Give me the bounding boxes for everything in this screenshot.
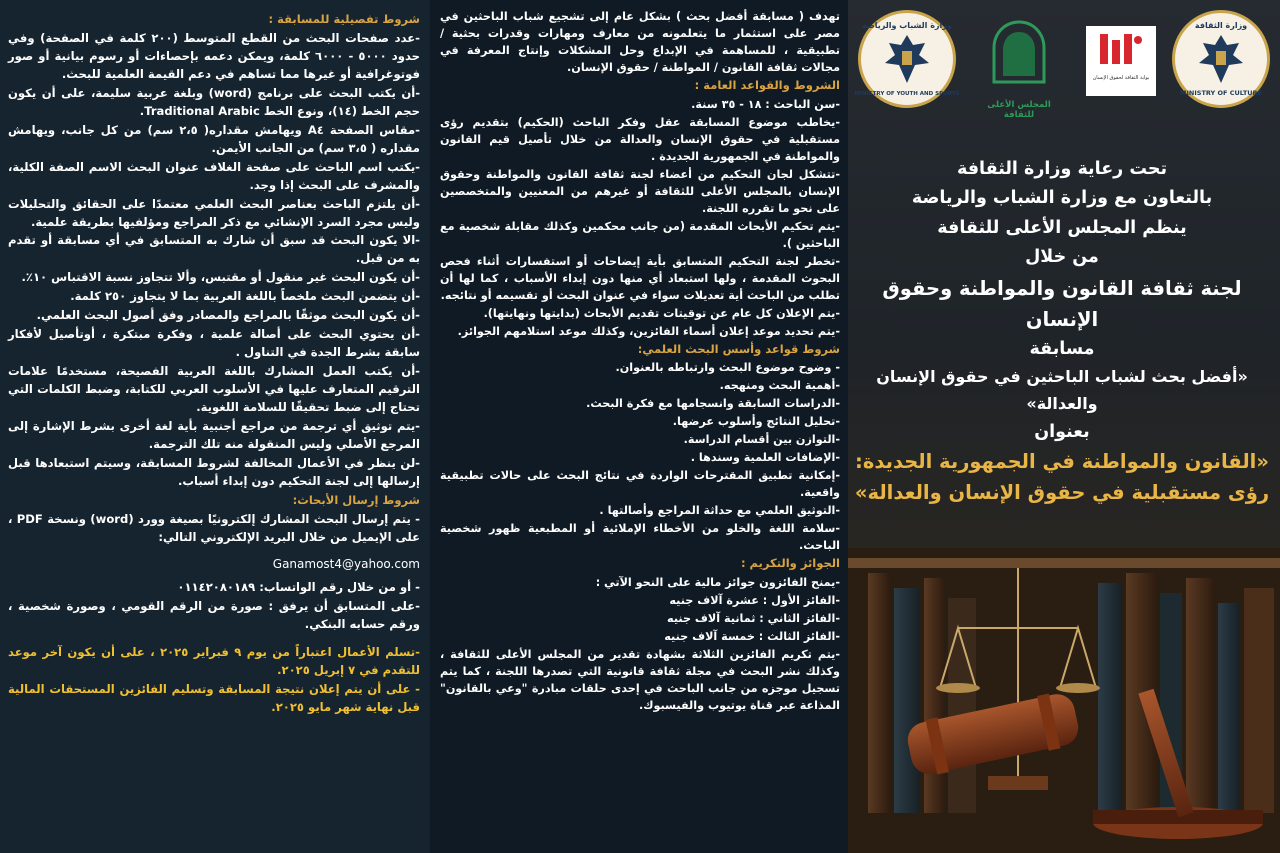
youth-english-label: MINISTRY OF YOUTH AND SPORTS — [854, 91, 960, 97]
sending-item: - يتم إرسال البحث المشارك إلكترونيًا بصيغة وورد (word) ونسخة PDF ، على الإيميل من خلال البريد الإلكتروني التالي: — [8, 511, 420, 544]
deadline-item: -تسلم الأعمال اعتباراً من يوم ٩ فبراير ٢٠٢٥ ، على أن يكون آخر موعد للتقدم في ٧ إبريل ٢٠٢٥. — [8, 645, 420, 678]
general-rule-item: -يتم تحديد موعد إعلان أسماء الفائزين، وكذلك موعد استلامهم الجوائز. — [457, 324, 840, 338]
culture-arabic-label: وزارة الثقافة — [1194, 21, 1248, 30]
human-rights-portal-logo — [1086, 26, 1156, 96]
prize-item: -الفائز الثالث : خمسة آلاف جنيه — [664, 629, 840, 643]
general-rule-item: -سن الباحث : ١٨ - ٣٥ سنة. — [691, 97, 840, 111]
detail-item: -أن يكتب العمل المشارك باللغة العربية الفصيحة، مستخدمًا علامات الترقيم المتعارف عليها في الأسلوب العربي للكتابة، وضبط الكلمات التي تحتاج إلى ضبط تحقيقًا للسلامة اللغوية. — [8, 364, 420, 415]
detail-item: -أن يلتزم الباحث بعناصر البحث العلمي معتمدًا على الحقائق والتحليلات وليس مجرد السرد الإنشائي مع ذكر المراجع ومؤلفيها بطريقة علمية. — [8, 196, 420, 229]
general-rule-item: -تتشكل لجان التحكيم من أعضاء لجنة ثقافة القانون والمواطنة وحقوق الإنسان بالمجلس الأعلى للثقافة أو غيرهم من المعنيين والمتخصصين على نحو ما تقرره اللجنة. — [440, 167, 840, 215]
scientific-rule-item: -سلامة اللغة والخلو من الأخطاء الإملائية أو المطبعية ظهور شخصية الباحث. — [440, 522, 840, 553]
prize-item: -يتم تكريم الفائزين الثلاثة بشهادة تقدير من المجلس الأعلى للثقافة ، وكذلك نشر البحث في مجلة ثقافة قانونية التي تصدرها اللجنة ، كما يتم تسجيل موجزه من جانب الباحث في إحدى حلقات مبادرة "وعي بالقانون" المذاعة عبر قناة يوتيوب والفيسبوك. — [440, 647, 840, 712]
council-arch-icon — [976, 18, 1062, 96]
banner-line: مسابقة — [1029, 338, 1095, 359]
prizes-heading: الجوائز والتكريم : — [740, 556, 840, 571]
contact-item: -على المتسابق أن يرفق : صورة من الرقم القومي ، وصورة شخصية ، ورقم حسابه البنكي. — [8, 599, 420, 632]
eagle-emblem-icon — [877, 29, 937, 89]
eagle-emblem-icon — [1191, 29, 1251, 89]
portal-caption: بوابة الثقافة لحقوق الإنسان — [1092, 75, 1150, 81]
banner-line: بالتعاون مع وزارة الشباب والرياضة — [911, 188, 1213, 209]
competition-name: «أفضل بحث لشباب الباحثين في حقوق الإنسان والعدالة» — [876, 367, 1248, 414]
detail-item: -عدد صفحات البحث من القطع المتوسط (٢٠٠ كلمة في الصفحة) وفي حدود ٥٠٠٠ - ٦٠٠٠ كلمة، ويمكن دعمه بإحصاءات أو رسوم بيانية أو صور فوتوغرافية أو غيرها مما تساهم في دعم القيمة العلمية للبحث. — [8, 30, 420, 81]
scientific-rules-heading: شروط قواعد وأسس البحث العلمي: — [637, 341, 840, 356]
general-rule-item: -يتم تحكيم الأبحاث المقدمة (من جانب محكمين وكذلك مقابلة شخصية مع الباحثين ). — [440, 219, 840, 250]
prize-item: -يمنح الفائزون جوائز مالية على النحو الآتي : — [595, 575, 840, 589]
poster-panel — [848, 0, 1280, 853]
scientific-rule-item: -تحليل النتائج وأسلوب عرضها. — [672, 415, 840, 429]
submission-email[interactable]: Ganamost4@yahoo.com — [272, 556, 420, 571]
general-rule-item: -تخطر لجنة التحكيم المتسابق بأية إيضاحات أو استفسارات أثناء فحص البحوث المقدمة ، ولها استبعاد أي منها دون إبداء الأسباب ، كما لها أن تطلب من الباحث أية تعديلات سواء في عنوان البحث أو تقسيمه أو نتائجه. — [440, 254, 840, 302]
scientific-rule-item: -إمكانية تطبيق المقترحات الواردة في نتائج البحث على حالات تطبيقية واقعية. — [440, 469, 840, 500]
culture-english-label: MINISTRY OF CULTURE — [1180, 89, 1262, 97]
detail-item: -الا يكون البحث قد سبق أن شارك به المتسابق في أي مسابقة أو تقدم به من قبل. — [8, 233, 420, 266]
detail-item: -أن يحتوي البحث على أصالة علمية ، وفكرة مبتكرة ، أوتأصيل لأفكار سابقة بشرط الجدة في التناول . — [8, 327, 420, 360]
youth-arabic-label: وزارة الشباب والرياضة — [862, 21, 952, 30]
ministry-of-youth-logo — [854, 10, 960, 108]
detail-item: -أن يكون البحث غير منقول أو مقتبس، وألا تتجاوز نسبة الاقتباس ١٠٪. — [21, 270, 420, 285]
detail-item: -مقاس الصفحة A٤ ويهامش مقداره( ٢،٥ سم) من كل جانب، ويهامش مقداره ( ٣،٥ سم) من الجانب الأيمن. — [8, 122, 420, 155]
sending-conditions-heading: شروط إرسال الأبحاث: — [292, 493, 420, 508]
gavel-illustration — [848, 548, 1280, 853]
scientific-rule-item: -التوازن بين أقسام الدراسة. — [683, 433, 840, 447]
intro-paragraph: تهدف ( مسابقة أفضل بحث ) بشكل عام إلى تشجيع شباب الباحثين في مصر على استثمار ما يتعلمونه من معارف ومهارات وقدرات بحثية / تطبيقية ، للمساهمة في الإبداع وحل المشكلات وإنتاج المعرفة في مجالات ثقافة القانون / المواطنة / حقوق الإنسان. — [440, 10, 840, 75]
general-rules-heading: الشروط والقواعد العامة : — [694, 78, 840, 93]
supreme-council-logo — [976, 18, 1062, 120]
banner-line: ينظم المجلس الأعلى للثقافة — [937, 217, 1187, 238]
banner-line: من خلال — [1025, 247, 1099, 268]
announcement-banner — [854, 155, 1270, 508]
logo-strip — [848, 10, 1280, 120]
prize-item: -الفائز الأول : عشرة آلاف جنيه — [669, 593, 840, 607]
detail-item: -أن يكون البحث موثقًا بالمراجع والمصادر وفق أصول البحث العلمي. — [36, 308, 420, 323]
detail-item: -يتم توثيق أي ترجمة من مراجع أجنبية بأية لغة أخرى بشرط الإشارة إلى المرجع الأصلي وليس المنقولة منه تلك الترجمة. — [8, 419, 420, 452]
detail-item: -يكتب اسم الباحث على صفحة الغلاف عنوان البحث الاسم الصفة الكلية، والمشرف على البحث إذا وجد. — [8, 159, 420, 192]
scientific-rule-item: -الدراسات السابقة وانسجامها مع فكرة البحث. — [586, 397, 840, 411]
council-label: المجلس الأعلى للثقافة — [987, 100, 1051, 120]
titled-label: بعنوان — [1034, 422, 1090, 443]
detailed-conditions-heading: شروط تفصيلية للمسابقة : — [268, 12, 420, 26]
contact-item: - أو من خلال رقم الواتساب: ٠١١٤٢٠٨٠١٨٩ — [177, 580, 420, 595]
detail-item: -أن يكتب البحث على برنامج (word) وبلغة عربية سليمة، على أن يكون حجم الخط (١٤)، ونوع الخط Traditional Arabic. — [8, 85, 421, 118]
scientific-rule-item: -التوثيق العلمي مع حداثة المراجع وأصالتها . — [599, 504, 840, 518]
detail-item: -أن يتضمن البحث ملخصاً باللغة العربية بما لا يتجاوز ٢٥٠ كلمة. — [70, 289, 420, 304]
research-title-line-1: «القانون والمواطنة في الجمهورية الجديدة: — [855, 450, 1269, 474]
middle-column — [430, 0, 848, 853]
detail-item: -لن ينظر في الأعمال المخالفة لشروط المسابقة، وسيتم استبعادها قبل إرسالها إلى لجنة التحكيم دون إبداء أسباب. — [8, 456, 420, 489]
scientific-rule-item: -الإضافات العلمية وسندها . — [690, 451, 840, 465]
prize-item: -الفائز الثاني : ثمانية آلاف جنيه — [667, 611, 840, 625]
left-column — [0, 0, 430, 853]
portal-mark-icon — [1096, 30, 1146, 72]
banner-line: تحت رعاية وزارة الثقافة — [956, 159, 1168, 179]
ministry-of-culture-logo — [1172, 10, 1270, 108]
banner-line: لجنة ثقافة القانون والمواطنة وحقوق الإنسان — [882, 276, 1242, 331]
general-rule-item: -يتم الإعلان كل عام عن توقيتات تقديم الأبحاث (بدايتها ونهايتها). — [483, 306, 840, 320]
gavel-books-photo — [848, 548, 1280, 853]
research-title-line-2: رؤى مستقبلية في حقوق الإنسان والعدالة» — [854, 480, 1270, 504]
scientific-rule-item: -أهمية البحث ومنهجه. — [719, 379, 840, 393]
scientific-rule-item: - وضوح موضوع البحث وارتباطه بالعنوان. — [615, 361, 840, 375]
general-rule-item: -يخاطب موضوع المسابقة عقل وفكر الباحث (الحكيم) بتقديم رؤى مستقبلية في حقوق الإنسان والعدالة من خلال تأصيل قيم القانون والمواطنة في الجمهورية الجديدة . — [440, 115, 840, 163]
deadline-item: - على أن يتم إعلان نتيجة المسابقة وتسليم الفائزين المستحقات المالية قبل نهاية شهر مايو ٢٠٢٥. — [8, 682, 420, 715]
